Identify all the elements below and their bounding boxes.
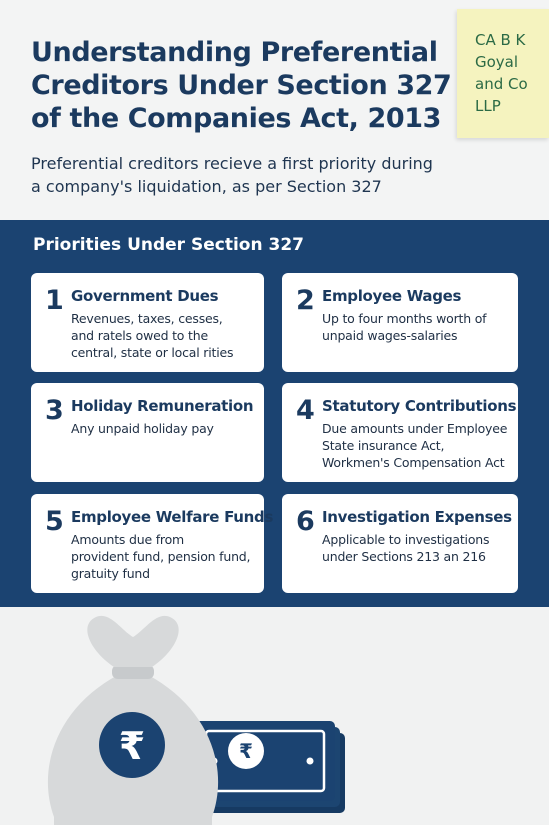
- page-title: [31, 36, 461, 135]
- header: [0, 0, 549, 220]
- sticky-note-line: LLP: [475, 97, 501, 115]
- sticky-note-line: Goyal: [475, 53, 519, 71]
- priorities-panel: [0, 220, 549, 607]
- money-bag-icon: [48, 616, 218, 825]
- priority-description: [71, 420, 262, 437]
- sticky-note-line: and Co: [475, 75, 528, 93]
- description-line: under Sections 213 an 216: [322, 549, 486, 564]
- priority-card: [282, 273, 518, 372]
- priority-title: Employee Wages: [322, 287, 462, 305]
- priorities-heading: Priorities Under Section 327: [33, 235, 304, 255]
- description-line: gratuity fund: [71, 566, 150, 581]
- description-line: unpaid wages-salaries: [322, 328, 458, 343]
- priority-description: [322, 420, 516, 471]
- priority-card: [31, 273, 264, 372]
- priority-title: Employee Welfare Funds: [71, 508, 274, 526]
- priority-title: Holiday Remuneration: [71, 397, 254, 415]
- description-line: Due amounts under Employee: [322, 421, 508, 436]
- priority-number: 1: [45, 285, 64, 316]
- page-subtitle: [31, 152, 521, 198]
- priority-card: [282, 494, 518, 593]
- priority-card: [31, 383, 264, 482]
- priority-number: 5: [45, 506, 64, 537]
- money-illustration-svg: [0, 607, 549, 825]
- description-line: Workmen's Compensation Act: [322, 455, 505, 470]
- priority-card: [282, 383, 518, 482]
- bag-rupee-symbol: ₹: [118, 724, 146, 768]
- description-line: Applicable to investigations: [322, 532, 490, 547]
- sticky-note-line: CA B K: [475, 31, 526, 49]
- sticky-note: [457, 9, 549, 138]
- description-line: Any unpaid holiday pay: [71, 421, 214, 436]
- note-rupee-symbol: ₹: [239, 739, 253, 763]
- description-line: Revenues, taxes, cesses,: [71, 311, 223, 326]
- priority-description: [71, 531, 262, 582]
- banknote-stack-icon: [195, 721, 345, 813]
- priority-title: Government Dues: [71, 287, 219, 305]
- priority-description: [322, 531, 516, 565]
- priority-card: [31, 494, 274, 593]
- priority-description: [322, 310, 516, 344]
- priority-number: 4: [296, 395, 315, 426]
- money-illustration: [0, 607, 549, 825]
- description-line: State insurance Act,: [322, 438, 445, 453]
- priority-number: 2: [296, 285, 315, 316]
- priority-description: [71, 310, 262, 361]
- priority-title: Investigation Expenses: [322, 508, 512, 526]
- description-line: Up to four months worth of: [322, 311, 487, 326]
- description-line: and ratels owed to the: [71, 328, 208, 343]
- description-line: central, state or local rities: [71, 345, 234, 360]
- title-line: Understanding Preferential: [31, 37, 438, 68]
- subtitle-line: a company's liquidation, as per Section 327: [31, 177, 382, 196]
- description-line: provident fund, pension fund,: [71, 549, 251, 564]
- priority-number: 3: [45, 395, 64, 426]
- description-line: Amounts due from: [71, 532, 185, 547]
- subtitle-line: Preferential creditors recieve a first priority during: [31, 154, 433, 173]
- priority-title: Statutory Contributions: [322, 397, 517, 415]
- title-line: of the Companies Act, 2013: [31, 103, 442, 134]
- title-line: Creditors Under Section 327: [31, 70, 452, 101]
- priority-number: 6: [296, 506, 315, 537]
